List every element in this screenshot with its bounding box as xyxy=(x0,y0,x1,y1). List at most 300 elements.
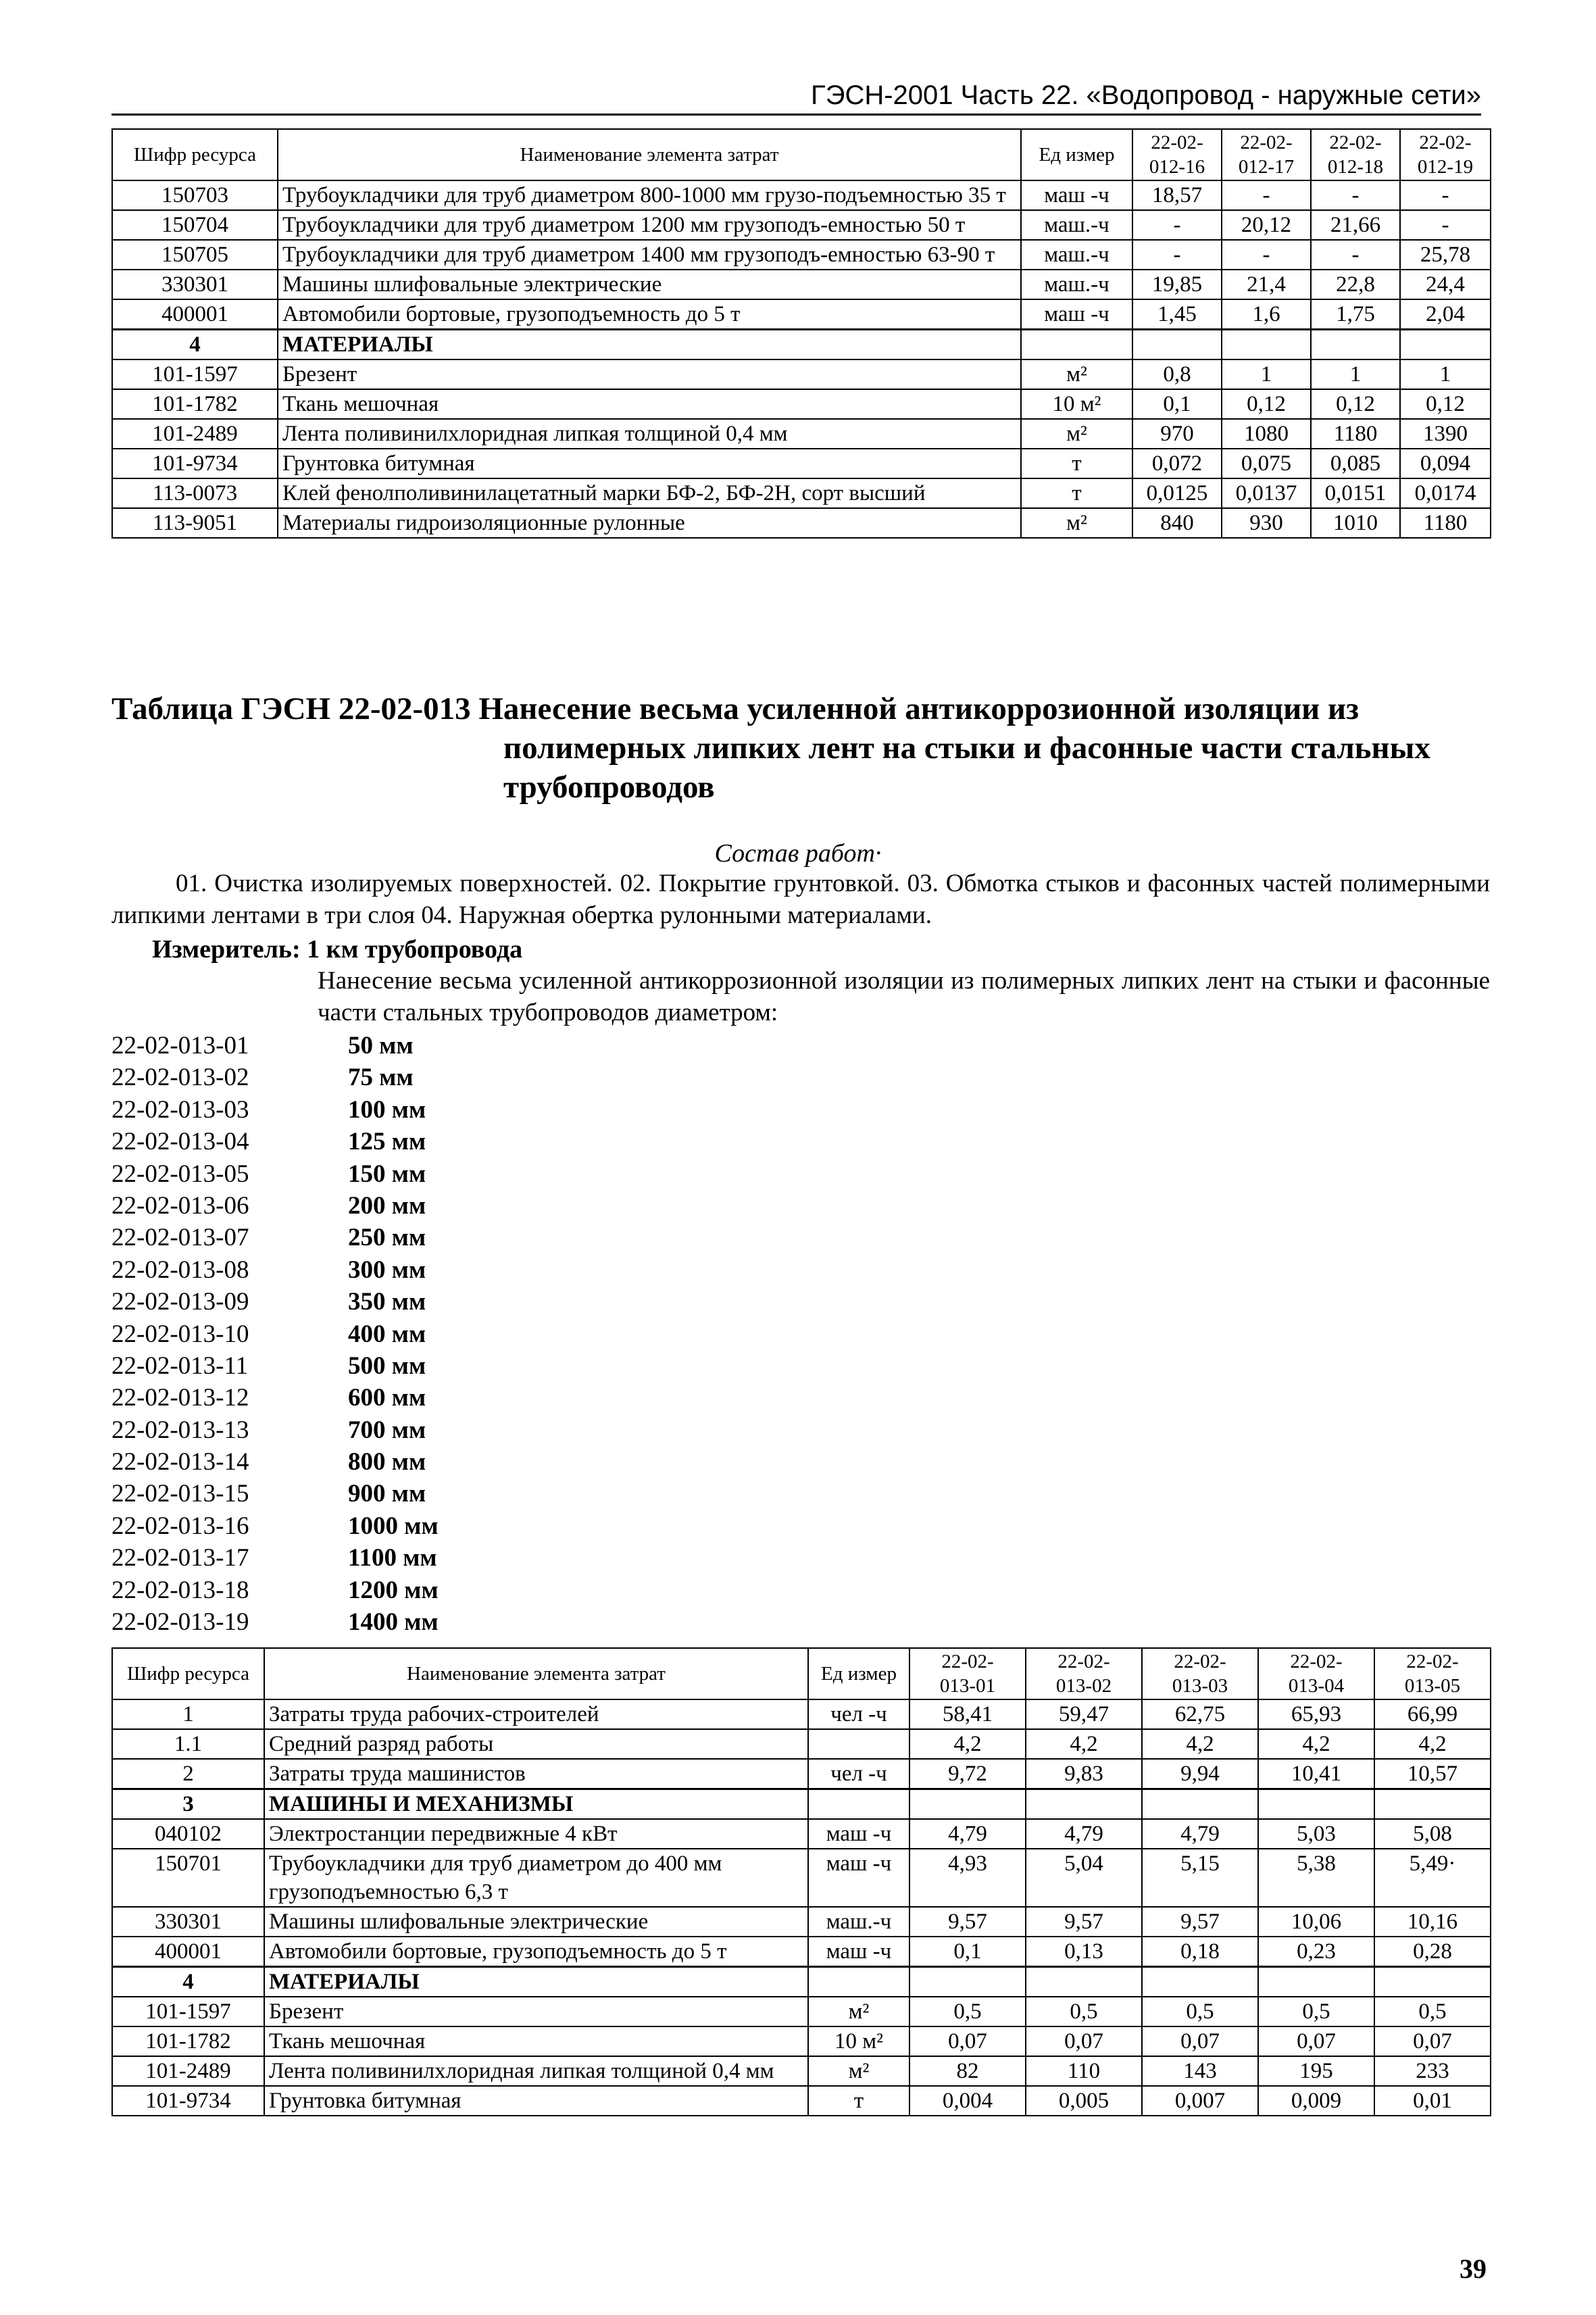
value-cell: 0,5 xyxy=(909,1997,1026,2026)
norm-code: 22-02-013-04 xyxy=(111,1128,249,1156)
table-row xyxy=(112,508,1491,538)
value-cell: 0,12 xyxy=(1311,389,1400,419)
table-row xyxy=(112,2056,1491,2086)
value-cell: 0,0137 xyxy=(1222,478,1311,508)
pipe-diameter: 125 мм xyxy=(348,1128,426,1156)
resource-code-cell: 101-1782 xyxy=(112,389,278,419)
value-cell: 0,0151 xyxy=(1311,478,1400,508)
unit-cell: маш.-ч xyxy=(808,1907,909,1937)
norm-code-item xyxy=(111,1478,439,1510)
work-composition-text: 01. Очистка изолируемых поверхностей. 02. Покрытие грунтовкой. 03. Обмотка стыков и фасонных частей полимерными липкими лентами в три слоя 04. Наружная обертка рулонными материалами. xyxy=(111,870,1490,929)
resource-code-cell: 150701 xyxy=(112,1849,264,1907)
value-cell: 0,004 xyxy=(909,2086,1026,2116)
resource-name-cell: Лента поливинилхлоридная липкая толщиной 0,4 мм xyxy=(278,419,1021,449)
table-header-row xyxy=(112,1648,1491,1699)
column-header: 22-02- 013-03 xyxy=(1142,1648,1258,1699)
column-header: 22-02- 013-04 xyxy=(1258,1648,1374,1699)
resource-name-cell: Автомобили бортовые, грузоподъемность до 5 т xyxy=(278,299,1021,330)
value-cell: 0,0174 xyxy=(1400,478,1491,508)
value-cell: 5,49· xyxy=(1374,1849,1491,1907)
value-cell: 2,04 xyxy=(1400,299,1491,330)
value-cell: 25,78 xyxy=(1400,240,1491,270)
table-title xyxy=(111,689,1497,807)
resource-name-cell: Брезент xyxy=(264,1997,808,2026)
norm-code-item xyxy=(111,1318,439,1350)
resource-code-cell: 400001 xyxy=(112,299,278,330)
norm-code-item xyxy=(111,1254,439,1286)
value-cell: 1 xyxy=(1222,359,1311,389)
column-header: Ед измер xyxy=(1021,129,1132,180)
value-cell xyxy=(1400,330,1491,360)
resource-code-cell: 150705 xyxy=(112,240,278,270)
table-row xyxy=(112,359,1491,389)
value-cell: 4,79 xyxy=(1142,1819,1258,1849)
value-cell xyxy=(909,1789,1026,1820)
resource-name-cell: МАШИНЫ И МЕХАНИЗМЫ xyxy=(264,1789,808,1820)
table-row xyxy=(112,2026,1491,2056)
column-header: 22-02- 013-05 xyxy=(1374,1648,1491,1699)
measure-unit: Измеритель: 1 км трубопровода xyxy=(152,935,523,964)
table-row xyxy=(112,1937,1491,1967)
section-row xyxy=(112,1967,1491,1997)
value-cell: 0,5 xyxy=(1374,1997,1491,2026)
norm-code-item xyxy=(111,1350,439,1382)
value-cell: - xyxy=(1311,180,1400,210)
value-cell: 4,2 xyxy=(1142,1729,1258,1759)
unit-cell: маш -ч xyxy=(808,1849,909,1907)
value-cell: 0,085 xyxy=(1311,449,1400,478)
pipe-diameter: 600 мм xyxy=(348,1384,426,1412)
unit-cell: маш.-ч xyxy=(1021,240,1132,270)
value-cell: 0,075 xyxy=(1222,449,1311,478)
resource-name-cell: Материалы гидроизоляционные рулонные xyxy=(278,508,1021,538)
unit-cell xyxy=(1021,330,1132,360)
value-cell: 0,072 xyxy=(1132,449,1222,478)
unit-cell: маш.-ч xyxy=(1021,210,1132,240)
value-cell: - xyxy=(1132,240,1222,270)
value-cell: - xyxy=(1222,240,1311,270)
value-cell xyxy=(909,1967,1026,1997)
value-cell: 9,94 xyxy=(1142,1759,1258,1789)
value-cell: 4,2 xyxy=(1258,1729,1374,1759)
resource-name-cell: Затраты труда машинистов xyxy=(264,1759,808,1789)
value-cell: 0,07 xyxy=(1258,2026,1374,2056)
value-cell: 1,6 xyxy=(1222,299,1311,330)
resource-code-cell: 400001 xyxy=(112,1937,264,1967)
value-cell: 4,79 xyxy=(1026,1819,1142,1849)
column-header: Шифр ресурса xyxy=(112,129,278,180)
value-cell: 9,57 xyxy=(1026,1907,1142,1937)
value-cell: 1180 xyxy=(1311,419,1400,449)
value-cell: 0,12 xyxy=(1222,389,1311,419)
table-row xyxy=(112,299,1491,330)
value-cell: 0,009 xyxy=(1258,2086,1374,2116)
pipe-diameter: 400 мм xyxy=(348,1320,426,1348)
value-cell: 1,75 xyxy=(1311,299,1400,330)
pipe-diameter: 1000 мм xyxy=(348,1512,439,1540)
norm-code-item xyxy=(111,1606,439,1638)
resource-code-cell: 4 xyxy=(112,330,278,360)
unit-cell: м² xyxy=(808,2056,909,2086)
norm-code-item xyxy=(111,1190,439,1222)
resource-table-013 xyxy=(111,1647,1491,2116)
resource-code-cell: 1.1 xyxy=(112,1729,264,1759)
unit-cell: чел -ч xyxy=(808,1759,909,1789)
value-cell: 9,57 xyxy=(1142,1907,1258,1937)
table-row xyxy=(112,1759,1491,1789)
norm-codes-list xyxy=(111,1030,439,1638)
value-cell: 9,83 xyxy=(1026,1759,1142,1789)
resource-code-cell: 150703 xyxy=(112,180,278,210)
unit-cell: маш -ч xyxy=(1021,180,1132,210)
value-cell: 82 xyxy=(909,2056,1026,2086)
value-cell: 65,93 xyxy=(1258,1699,1374,1729)
resource-code-cell: 101-9734 xyxy=(112,2086,264,2116)
section-row xyxy=(112,1789,1491,1820)
table-title-line3: трубопроводов xyxy=(503,770,715,805)
page-number: 39 xyxy=(1460,2254,1487,2284)
resource-code-cell: 2 xyxy=(112,1759,264,1789)
value-cell: - xyxy=(1400,180,1491,210)
value-cell: 0,5 xyxy=(1026,1997,1142,2026)
norm-code: 22-02-013-12 xyxy=(111,1384,249,1412)
value-cell: 0,5 xyxy=(1142,1997,1258,2026)
column-header: 22-02- 012-18 xyxy=(1311,129,1400,180)
value-cell: 5,08 xyxy=(1374,1819,1491,1849)
column-header: 22-02- 013-02 xyxy=(1026,1648,1142,1699)
norm-code-item xyxy=(111,1126,439,1158)
value-cell: 0,12 xyxy=(1400,389,1491,419)
value-cell: 0,01 xyxy=(1374,2086,1491,2116)
value-cell: 0,005 xyxy=(1026,2086,1142,2116)
value-cell: 143 xyxy=(1142,2056,1258,2086)
resource-code-cell: 113-9051 xyxy=(112,508,278,538)
norm-code: 22-02-013-18 xyxy=(111,1576,249,1604)
norm-code-item xyxy=(111,1222,439,1253)
value-cell: 233 xyxy=(1374,2056,1491,2086)
pipe-diameter: 200 мм xyxy=(348,1191,426,1220)
norm-code: 22-02-013-05 xyxy=(111,1160,249,1188)
value-cell: 10,57 xyxy=(1374,1759,1491,1789)
column-header: 22-02- 012-17 xyxy=(1222,129,1311,180)
norm-code-item xyxy=(111,1158,439,1190)
resource-name-cell: Электростанции передвижные 4 кВт xyxy=(264,1819,808,1849)
norm-code-item xyxy=(111,1286,439,1318)
unit-cell: т xyxy=(1021,449,1132,478)
value-cell: 0,23 xyxy=(1258,1937,1374,1967)
norm-code: 22-02-013-14 xyxy=(111,1448,249,1476)
pipe-diameter: 250 мм xyxy=(348,1224,426,1252)
pipe-diameter: 1100 мм xyxy=(348,1544,437,1572)
table-row xyxy=(112,389,1491,419)
unit-cell xyxy=(808,1729,909,1759)
table-row xyxy=(112,478,1491,508)
resource-name-cell: МАТЕРИАЛЫ xyxy=(278,330,1021,360)
value-cell: 110 xyxy=(1026,2056,1142,2086)
pipe-diameter: 900 мм xyxy=(348,1480,426,1508)
value-cell: 0,07 xyxy=(1026,2026,1142,2056)
value-cell: 195 xyxy=(1258,2056,1374,2086)
value-cell: 0,07 xyxy=(1374,2026,1491,2056)
value-cell: 1 xyxy=(1311,359,1400,389)
resource-code-cell: 1 xyxy=(112,1699,264,1729)
norm-code: 22-02-013-11 xyxy=(111,1351,249,1380)
unit-cell: т xyxy=(808,2086,909,2116)
unit-cell: м² xyxy=(1021,359,1132,389)
value-cell: - xyxy=(1311,240,1400,270)
unit-cell: м² xyxy=(1021,508,1132,538)
value-cell: - xyxy=(1222,180,1311,210)
page-header xyxy=(0,0,1596,128)
resource-name-cell: Машины шлифовальные электрические xyxy=(264,1907,808,1937)
value-cell: 21,66 xyxy=(1311,210,1400,240)
value-cell: 58,41 xyxy=(909,1699,1026,1729)
unit-cell: 10 м² xyxy=(1021,389,1132,419)
pipe-diameter: 150 мм xyxy=(348,1160,426,1188)
work-composition-heading: Состав работ· xyxy=(714,839,882,868)
resource-name-cell: МАТЕРИАЛЫ xyxy=(264,1967,808,1997)
table-row xyxy=(112,449,1491,478)
resource-name-cell: Лента поливинилхлоридная липкая толщиной 0,4 мм xyxy=(264,2056,808,2086)
table-row xyxy=(112,180,1491,210)
norm-code-item xyxy=(111,1094,439,1126)
unit-cell: м² xyxy=(808,1997,909,2026)
value-cell: 9,72 xyxy=(909,1759,1026,1789)
norm-code: 22-02-013-13 xyxy=(111,1416,249,1444)
norm-code: 22-02-013-06 xyxy=(111,1191,249,1220)
resource-name-cell: Ткань мешочная xyxy=(264,2026,808,2056)
unit-cell: чел -ч xyxy=(808,1699,909,1729)
column-header: 22-02- 012-16 xyxy=(1132,129,1222,180)
norm-code: 22-02-013-09 xyxy=(111,1288,249,1316)
pipe-diameter: 100 мм xyxy=(348,1095,426,1124)
norm-code: 22-02-013-01 xyxy=(111,1032,249,1060)
value-cell: 5,38 xyxy=(1258,1849,1374,1907)
value-cell: 0,0125 xyxy=(1132,478,1222,508)
value-cell: 0,094 xyxy=(1400,449,1491,478)
value-cell: 0,07 xyxy=(1142,2026,1258,2056)
resource-code-cell: 101-1597 xyxy=(112,1997,264,2026)
resource-code-cell: 040102 xyxy=(112,1819,264,1849)
column-header: 22-02- 013-01 xyxy=(909,1648,1026,1699)
pipe-diameter: 75 мм xyxy=(348,1064,414,1092)
column-header: Ед измер xyxy=(808,1648,909,1699)
value-cell xyxy=(1258,1967,1374,1997)
resource-name-cell: Трубоукладчики для труб диаметром 800-1000 мм грузо-подъемностью 35 т xyxy=(278,180,1021,210)
table-row xyxy=(112,419,1491,449)
norm-code: 22-02-013-16 xyxy=(111,1512,249,1540)
resource-code-cell: 101-2489 xyxy=(112,419,278,449)
value-cell: 0,07 xyxy=(909,2026,1026,2056)
resource-name-cell: Грунтовка битумная xyxy=(278,449,1021,478)
norm-code: 22-02-013-19 xyxy=(111,1608,249,1637)
table-row xyxy=(112,210,1491,240)
norm-code-item xyxy=(111,1542,439,1574)
resource-code-cell: 101-1782 xyxy=(112,2026,264,2056)
value-cell xyxy=(1258,1789,1374,1820)
resource-code-cell: 101-2489 xyxy=(112,2056,264,2086)
norm-code: 22-02-013-02 xyxy=(111,1064,249,1092)
resource-name-cell: Клей фенолполивинилацетатный марки БФ-2, БФ-2Н, сорт высший xyxy=(278,478,1021,508)
norm-code: 22-02-013-15 xyxy=(111,1480,249,1508)
norm-code-item xyxy=(111,1510,439,1542)
value-cell: 66,99 xyxy=(1374,1699,1491,1729)
norm-code-item xyxy=(111,1062,439,1093)
resource-code-cell: 3 xyxy=(112,1789,264,1820)
column-header: Наименование элемента затрат xyxy=(278,129,1021,180)
unit-cell: маш.-ч xyxy=(1021,270,1132,299)
value-cell: 20,12 xyxy=(1222,210,1311,240)
norm-code: 22-02-013-10 xyxy=(111,1320,249,1348)
value-cell xyxy=(1311,330,1400,360)
value-cell: 0,13 xyxy=(1026,1937,1142,1967)
pipe-diameter: 50 мм xyxy=(348,1032,414,1060)
unit-cell xyxy=(808,1789,909,1820)
value-cell: 21,4 xyxy=(1222,270,1311,299)
value-cell: 4,2 xyxy=(1374,1729,1491,1759)
resource-name-cell: Ткань мешочная xyxy=(278,389,1021,419)
norm-description: Нанесение весьма усиленной антикоррозионной изоляции из полимерных липких лент на стыки и фасонные части стальных трубопроводов диаметром: xyxy=(318,967,1490,1026)
value-cell: 1010 xyxy=(1311,508,1400,538)
norm-code-item xyxy=(111,1414,439,1446)
table-row xyxy=(112,1849,1491,1907)
pipe-diameter: 700 мм xyxy=(348,1416,426,1444)
resource-code-cell: 4 xyxy=(112,1967,264,1997)
value-cell xyxy=(1374,1789,1491,1820)
resource-name-cell: Машины шлифовальные электрические xyxy=(278,270,1021,299)
value-cell: 0,18 xyxy=(1142,1937,1258,1967)
resource-name-cell: Трубоукладчики для труб диаметром 1200 мм грузоподъ-емностью 50 т xyxy=(278,210,1021,240)
value-cell: 24,4 xyxy=(1400,270,1491,299)
norm-code: 22-02-013-08 xyxy=(111,1255,249,1284)
value-cell: 22,8 xyxy=(1311,270,1400,299)
unit-cell: маш -ч xyxy=(1021,299,1132,330)
table-row xyxy=(112,240,1491,270)
value-cell xyxy=(1142,1967,1258,1997)
column-header: Наименование элемента затрат xyxy=(264,1648,808,1699)
norm-code: 22-02-013-03 xyxy=(111,1095,249,1124)
norm-code-item xyxy=(111,1574,439,1606)
table-header-row xyxy=(112,129,1491,180)
norm-code: 22-02-013-07 xyxy=(111,1224,249,1252)
value-cell: 59,47 xyxy=(1026,1699,1142,1729)
value-cell: 19,85 xyxy=(1132,270,1222,299)
resource-code-cell: 330301 xyxy=(112,1907,264,1937)
value-cell xyxy=(1222,330,1311,360)
unit-cell: 10 м² xyxy=(808,2026,909,2056)
pipe-diameter: 1400 мм xyxy=(348,1608,439,1637)
resource-code-cell: 101-1597 xyxy=(112,359,278,389)
value-cell: 5,15 xyxy=(1142,1849,1258,1907)
section-row xyxy=(112,330,1491,360)
unit-cell: м² xyxy=(1021,419,1132,449)
resource-code-cell: 113-0073 xyxy=(112,478,278,508)
value-cell: 10,16 xyxy=(1374,1907,1491,1937)
table-row xyxy=(112,1907,1491,1937)
value-cell: 0,8 xyxy=(1132,359,1222,389)
value-cell: 4,79 xyxy=(909,1819,1026,1849)
table-row xyxy=(112,1699,1491,1729)
resource-name-cell: Брезент xyxy=(278,359,1021,389)
value-cell: 5,04 xyxy=(1026,1849,1142,1907)
value-cell: 4,2 xyxy=(1026,1729,1142,1759)
norm-code: 22-02-013-17 xyxy=(111,1544,249,1572)
value-cell xyxy=(1142,1789,1258,1820)
value-cell: 0,007 xyxy=(1142,2086,1258,2116)
value-cell: 0,1 xyxy=(909,1937,1026,1967)
table-title-line2: полимерных липких лент на стыки и фасонные части стальных xyxy=(503,730,1430,766)
resource-name-cell: Трубоукладчики для труб диаметром до 400 мм грузоподъемностью 6,3 т xyxy=(264,1849,808,1907)
table-row xyxy=(112,1997,1491,2026)
value-cell: 0,1 xyxy=(1132,389,1222,419)
resource-code-cell: 150704 xyxy=(112,210,278,240)
norm-code-item xyxy=(111,1382,439,1414)
resource-code-cell: 330301 xyxy=(112,270,278,299)
value-cell: 1080 xyxy=(1222,419,1311,449)
resource-name-cell: Средний разряд работы xyxy=(264,1729,808,1759)
table-row xyxy=(112,1729,1491,1759)
value-cell: 4,93 xyxy=(909,1849,1026,1907)
running-title: ГЭСН-2001 Часть 22. «Водопровод - наружные сети» xyxy=(811,80,1481,110)
header-rule xyxy=(111,114,1481,116)
value-cell: 0,5 xyxy=(1258,1997,1374,2026)
pipe-diameter: 300 мм xyxy=(348,1255,426,1284)
value-cell: 62,75 xyxy=(1142,1699,1258,1729)
value-cell xyxy=(1132,330,1222,360)
resource-name-cell: Автомобили бортовые, грузоподъемность до 5 т xyxy=(264,1937,808,1967)
unit-cell xyxy=(808,1967,909,1997)
column-header: 22-02- 012-19 xyxy=(1400,129,1491,180)
value-cell: - xyxy=(1400,210,1491,240)
value-cell: 9,57 xyxy=(909,1907,1026,1937)
value-cell: 1180 xyxy=(1400,508,1491,538)
column-header: Шифр ресурса xyxy=(112,1648,264,1699)
table-row xyxy=(112,1819,1491,1849)
resource-name-cell: Грунтовка битумная xyxy=(264,2086,808,2116)
value-cell xyxy=(1374,1967,1491,1997)
value-cell: 930 xyxy=(1222,508,1311,538)
value-cell xyxy=(1026,1967,1142,1997)
value-cell: 970 xyxy=(1132,419,1222,449)
value-cell: 1,45 xyxy=(1132,299,1222,330)
value-cell: 10,06 xyxy=(1258,1907,1374,1937)
table-title-line1: Таблица ГЭСН 22-02-013 Нанесение весьма усиленной антикоррозионной изоляции из xyxy=(111,691,1359,726)
value-cell: 4,2 xyxy=(909,1729,1026,1759)
unit-cell: маш -ч xyxy=(808,1937,909,1967)
value-cell: 1 xyxy=(1400,359,1491,389)
norm-code-item xyxy=(111,1030,439,1062)
value-cell: 0,28 xyxy=(1374,1937,1491,1967)
value-cell: - xyxy=(1132,210,1222,240)
pipe-diameter: 1200 мм xyxy=(348,1576,439,1604)
pipe-diameter: 500 мм xyxy=(348,1351,426,1380)
pipe-diameter: 800 мм xyxy=(348,1448,426,1476)
value-cell: 840 xyxy=(1132,508,1222,538)
value-cell: 10,41 xyxy=(1258,1759,1374,1789)
unit-cell: т xyxy=(1021,478,1132,508)
resource-name-cell: Трубоукладчики для труб диаметром 1400 мм грузоподъ-емностью 63-90 т xyxy=(278,240,1021,270)
value-cell xyxy=(1026,1789,1142,1820)
value-cell: 18,57 xyxy=(1132,180,1222,210)
pipe-diameter: 350 мм xyxy=(348,1288,426,1316)
resource-name-cell: Затраты труда рабочих-строителей xyxy=(264,1699,808,1729)
norm-code-item xyxy=(111,1446,439,1478)
value-cell: 1390 xyxy=(1400,419,1491,449)
table-row xyxy=(112,2086,1491,2116)
table-row xyxy=(112,270,1491,299)
unit-cell: маш -ч xyxy=(808,1819,909,1849)
resource-code-cell: 101-9734 xyxy=(112,449,278,478)
